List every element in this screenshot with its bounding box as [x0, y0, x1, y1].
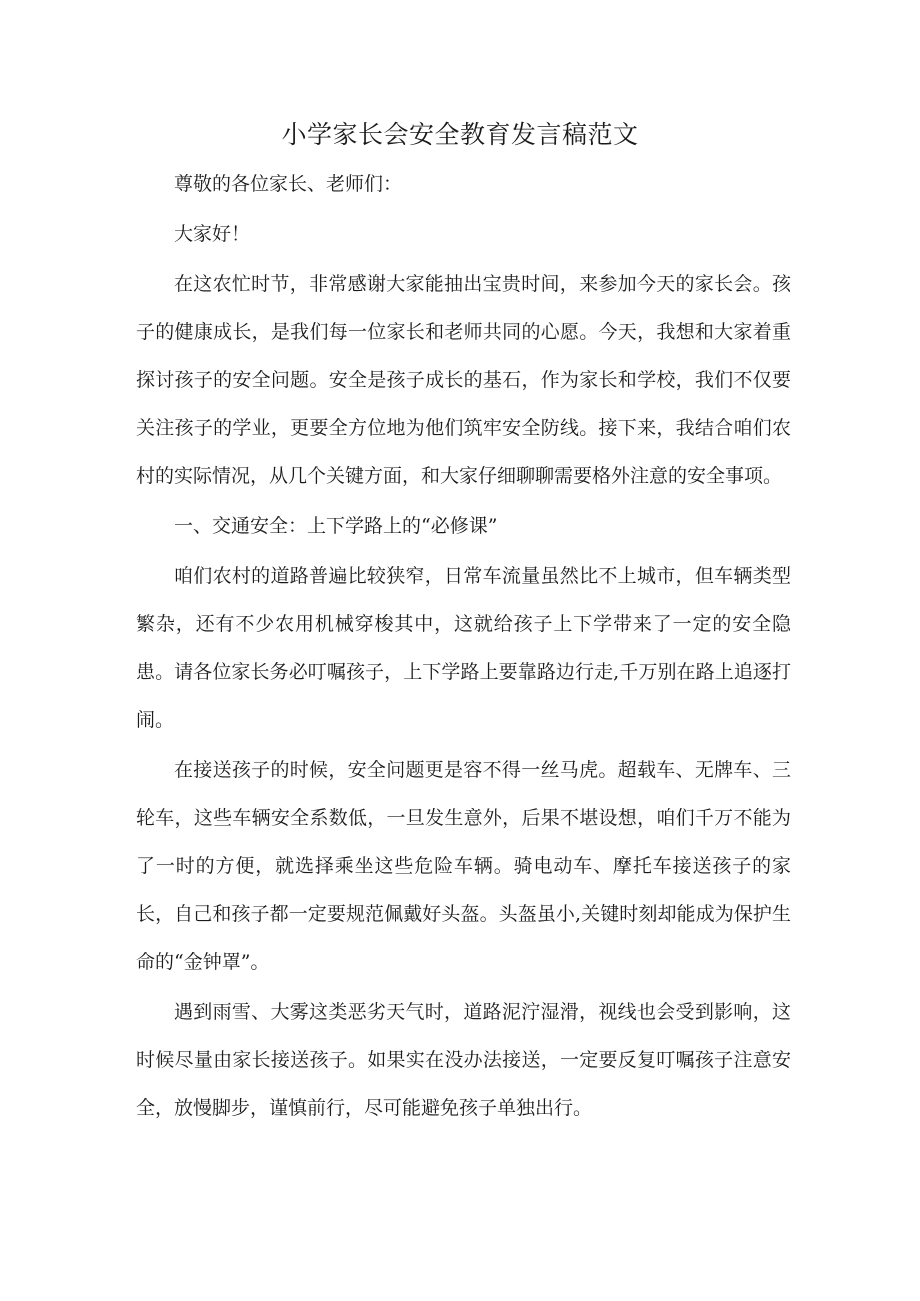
salutation: 尊敬的各位家长、老师们：: [174, 173, 403, 195]
section-heading-traffic-safety: 一、交通安全：上下学路上的“必修课”: [174, 515, 498, 537]
body-paragraph: 遇到雨雪、大雾这类恶劣天气时，道路泥泞湿滑，视线也会受到影响，这时候尽量由家长接送孩子。如果实在没办法接送，一定要反复叮嘱孩子注意安全，放慢脚步，谨慎前行，尽可能避免孩子单独出行。: [136, 1001, 791, 1119]
body-paragraph: 咱们农村的道路普遍比较狭窄，日常车流量虽然比不上城市，但车辆类型繁杂，还有不少农用机械穿梭其中，这就给孩子上下学带来了一定的安全隐患。请各位家长务必叮嘱孩子，上下学路上要靠路边行走,千万别在路上追逐打闹。: [136, 565, 791, 731]
document-title: 小学家长会安全教育发言稿范文: [281, 120, 639, 149]
document-body: [136, 160, 791, 1132]
greeting: 大家好！: [174, 223, 251, 245]
intro-paragraph: 在这农忙时节，非常感谢大家能抽出宝贵时间，来参加今天的家长会。孩子的健康成长，是我们每一位家长和老师共同的心愿。今天，我想和大家着重探讨孩子的安全问题。安全是孩子成长的基石，作为家长和学校，我们不仅要关注孩子的学业，更要全方位地为他们筑牢安全防线。接下来，我结合咱们农村的实际情况，从几个关键方面，和大家仔细聊聊需要格外注意的安全事项。: [136, 273, 791, 487]
body-paragraph: 在接送孩子的时候，安全问题更是容不得一丝马虎。超载车、无牌车、三轮车，这些车辆安全系数低，一旦发生意外，后果不堪设想，咱们千万不能为了一时的方便，就选择乘坐这些危险车辆。骑电动车、摩托车接送孩子的家长，自己和孩子都一定要规范佩戴好头盔。头盔虽小,关键时刻却能成为保护生命的“金钟罩”。: [136, 759, 791, 973]
